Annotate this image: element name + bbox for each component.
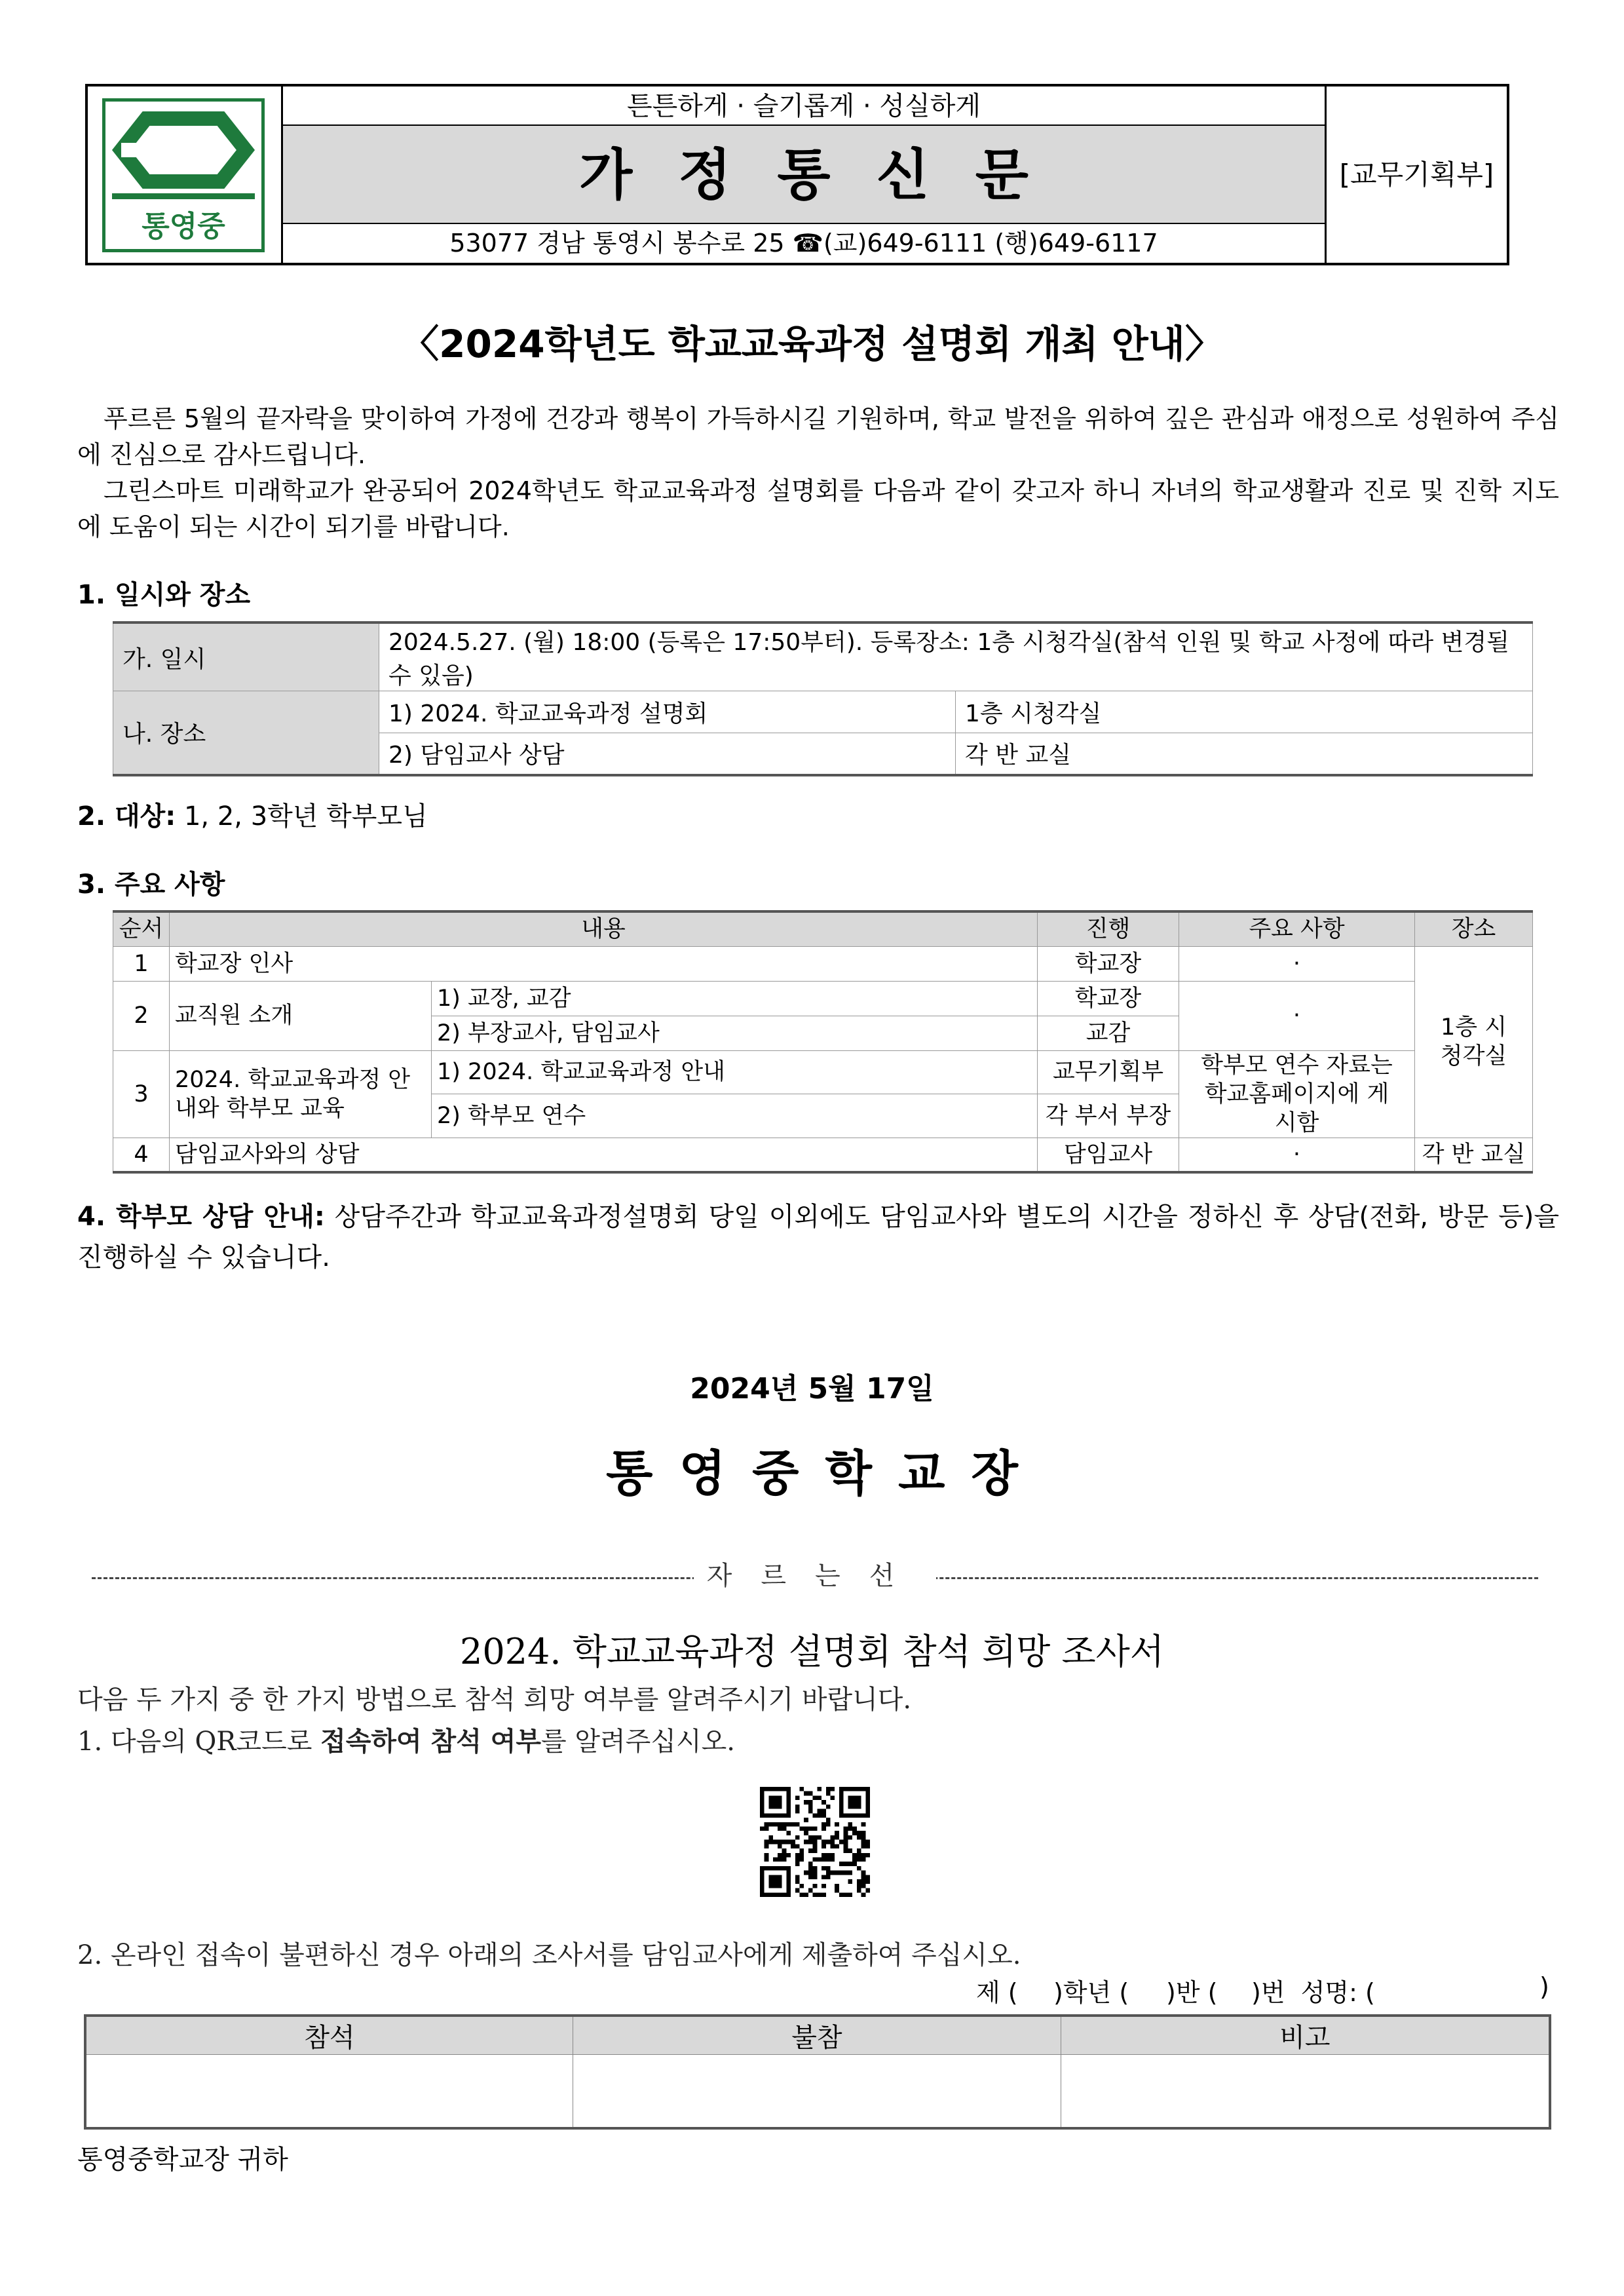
place-label: 나. 장소 bbox=[113, 691, 379, 775]
section-2-value: 1, 2, 3학년 학부모님 bbox=[183, 801, 428, 832]
order-cell: 1 bbox=[113, 946, 170, 981]
column-header: 주요 사항 bbox=[1179, 911, 1415, 946]
note-cell: · bbox=[1179, 1138, 1415, 1172]
logo-cell bbox=[88, 86, 283, 263]
table-row bbox=[113, 622, 1533, 691]
column-header: 내용 bbox=[170, 911, 1038, 946]
name-close: ) bbox=[1539, 1972, 1549, 2001]
sub-content-cell: 2) 부장교사, 담임교사 bbox=[432, 1016, 1038, 1050]
section-3-heading: 3. 주요 사항 bbox=[77, 870, 225, 900]
section-2-heading: 2. 대상: bbox=[77, 801, 176, 832]
table-row bbox=[113, 691, 1533, 733]
place-cell: 각 반 교실 bbox=[956, 733, 1533, 775]
place-cell: 각 반 교실 bbox=[1415, 1138, 1533, 1172]
lead-cell: 각 부서 부장 bbox=[1038, 1094, 1179, 1138]
lead-cell: 교무기획부 bbox=[1038, 1050, 1179, 1094]
column-header: 불참 bbox=[573, 2016, 1061, 2055]
column-header: 참석 bbox=[85, 2016, 573, 2055]
date-value: 2024.5.27. (월) 18:00 (등록은 17:50부터). 등록장소: 1층 시청각실(참석 인원 및 학교 사정에 따라 변경될 수 있음) bbox=[379, 622, 1533, 691]
newsletter-title: 가정통신문 bbox=[283, 126, 1325, 224]
school-motto: 튼튼하게 · 슬기롭게 · 성실하게 bbox=[283, 86, 1325, 126]
place-cell: 1층 시청각실 bbox=[956, 691, 1533, 733]
lead-cell: 교감 bbox=[1038, 1016, 1179, 1050]
table-row bbox=[113, 1138, 1533, 1172]
qr-code-icon[interactable] bbox=[760, 1786, 870, 1898]
name-label: )번 성명: ( bbox=[1251, 1978, 1375, 2007]
cut-line-text: 자르는선 bbox=[694, 1561, 937, 1591]
lead-cell: 담임교사 bbox=[1038, 1138, 1179, 1172]
survey-option-2: 2. 온라인 접속이 불편하신 경우 아래의 조사서를 담임교사에게 제출하여 주십시오. bbox=[77, 1940, 1021, 1970]
section-4-text: 상담주간과 학교교육과정설명회 당일 이외에도 담임교사와 별도의 시간을 정하신 후 상담(전화, 방문 등)을 진행하실 수 있습니다. bbox=[77, 1202, 1560, 1272]
section-4-heading: 4. 학부모 상담 안내: bbox=[77, 1202, 325, 1232]
number-label: )반 ( bbox=[1166, 1978, 1218, 2007]
cut-line-label bbox=[92, 1556, 1538, 1596]
event-cell: 1) 2024. 학교교육과정 설명회 bbox=[379, 691, 956, 733]
section-4 bbox=[77, 1196, 1559, 1278]
school-address: 53077 경남 통영시 봉수로 25 ☎(교)649-6111 (행)649-6117 bbox=[449, 229, 1158, 258]
remarks-cell[interactable] bbox=[1061, 2055, 1550, 2128]
option-1-text: 1. 다음의 QR코드로 bbox=[77, 1727, 321, 1757]
class-label: )학년 ( bbox=[1053, 1978, 1129, 2007]
order-cell: 2 bbox=[113, 981, 170, 1050]
column-header: 진행 bbox=[1038, 911, 1179, 946]
content-cell: 2024. 학교교육과정 안내와 학부모 교육 bbox=[170, 1050, 432, 1138]
survey-intro: 다음 두 가지 중 한 가지 방법으로 참석 희망 여부를 알려주시기 바랍니다. bbox=[77, 1685, 912, 1715]
sub-content-cell: 2) 학부모 연수 bbox=[432, 1094, 1038, 1138]
program-table bbox=[113, 910, 1533, 1174]
survey-option-1 bbox=[77, 1721, 735, 1758]
column-header: 장소 bbox=[1415, 911, 1533, 946]
option-1-text-end: 를 알려주십시오. bbox=[541, 1727, 735, 1757]
table-row bbox=[113, 981, 1533, 1016]
order-cell: 4 bbox=[113, 1138, 170, 1172]
table-row bbox=[113, 946, 1533, 981]
place-cell: 1층 시청각실 bbox=[1415, 946, 1533, 1138]
document-title: 〈2024학년도 학교교육과정 설명회 개최 안내〉 bbox=[401, 322, 1223, 366]
table-row bbox=[113, 1050, 1533, 1094]
lead-cell: 학교장 bbox=[1038, 946, 1179, 981]
column-header: 순서 bbox=[113, 911, 170, 946]
department-label: [교무기획부] bbox=[1325, 86, 1507, 263]
section-2 bbox=[77, 795, 428, 833]
note-cell: · bbox=[1179, 946, 1415, 981]
letterhead bbox=[85, 84, 1509, 265]
attend-cell[interactable] bbox=[85, 2055, 573, 2128]
note-cell: 학부모 연수 자료는 학교홈페이지에 게시함 bbox=[1179, 1050, 1415, 1138]
absent-cell[interactable] bbox=[573, 2055, 1061, 2128]
content-cell: 담임교사와의 상담 bbox=[170, 1138, 1038, 1172]
survey-title: 2024. 학교교육과정 설명회 참석 희망 조사서 bbox=[459, 1631, 1165, 1672]
issue-date: 2024년 5월 17일 bbox=[690, 1372, 934, 1406]
date-label: 가. 일시 bbox=[113, 622, 379, 691]
school-logo bbox=[102, 98, 265, 252]
order-cell: 3 bbox=[113, 1050, 170, 1138]
option-1-emphasis: 접속하여 참석 여부 bbox=[320, 1727, 542, 1757]
note-cell: · bbox=[1179, 981, 1415, 1050]
cut-line bbox=[92, 1556, 1538, 1596]
schedule-table bbox=[113, 621, 1533, 776]
intro-text bbox=[77, 401, 1559, 545]
grade-label: 제 ( bbox=[976, 1978, 1018, 2007]
table-row bbox=[85, 2055, 1550, 2128]
content-cell: 학교장 인사 bbox=[170, 946, 1038, 981]
content-cell: 교직원 소개 bbox=[170, 981, 432, 1050]
intro-paragraph-1: 푸르른 5월의 끝자락을 맞이하여 가정에 건강과 행복이 가득하시길 기원하며, 학교 발전을 위하여 깊은 관심과 애정으로 성원하여 주심에 진심으로 감사드립니다. bbox=[77, 404, 1559, 469]
attendance-survey-table bbox=[84, 2014, 1551, 2130]
intro-paragraph-2: 그린스마트 미래학교가 완공되어 2024학년도 학교교육과정 설명회를 다음과 같이 갖고자 하니 자녀의 학교생활과 진로 및 진학 지도에 도움이 되는 시간이 되기를 바랍니다. bbox=[77, 476, 1559, 541]
logo-text: 통영중 bbox=[142, 210, 225, 243]
principal-signature: 통영중학교장 bbox=[606, 1445, 1044, 1502]
table-header-row bbox=[85, 2016, 1550, 2055]
lead-cell: 학교장 bbox=[1038, 981, 1179, 1016]
sub-content-cell: 1) 교장, 교감 bbox=[432, 981, 1038, 1016]
event-cell: 2) 담임교사 상담 bbox=[379, 733, 956, 775]
sub-content-cell: 1) 2024. 학교교육과정 안내 bbox=[432, 1050, 1038, 1094]
table-header-row bbox=[113, 911, 1533, 946]
column-header: 비고 bbox=[1061, 2016, 1550, 2055]
recipient: 통영중학교장 귀하 bbox=[77, 2145, 288, 2175]
section-1-heading: 1. 일시와 장소 bbox=[77, 580, 251, 610]
